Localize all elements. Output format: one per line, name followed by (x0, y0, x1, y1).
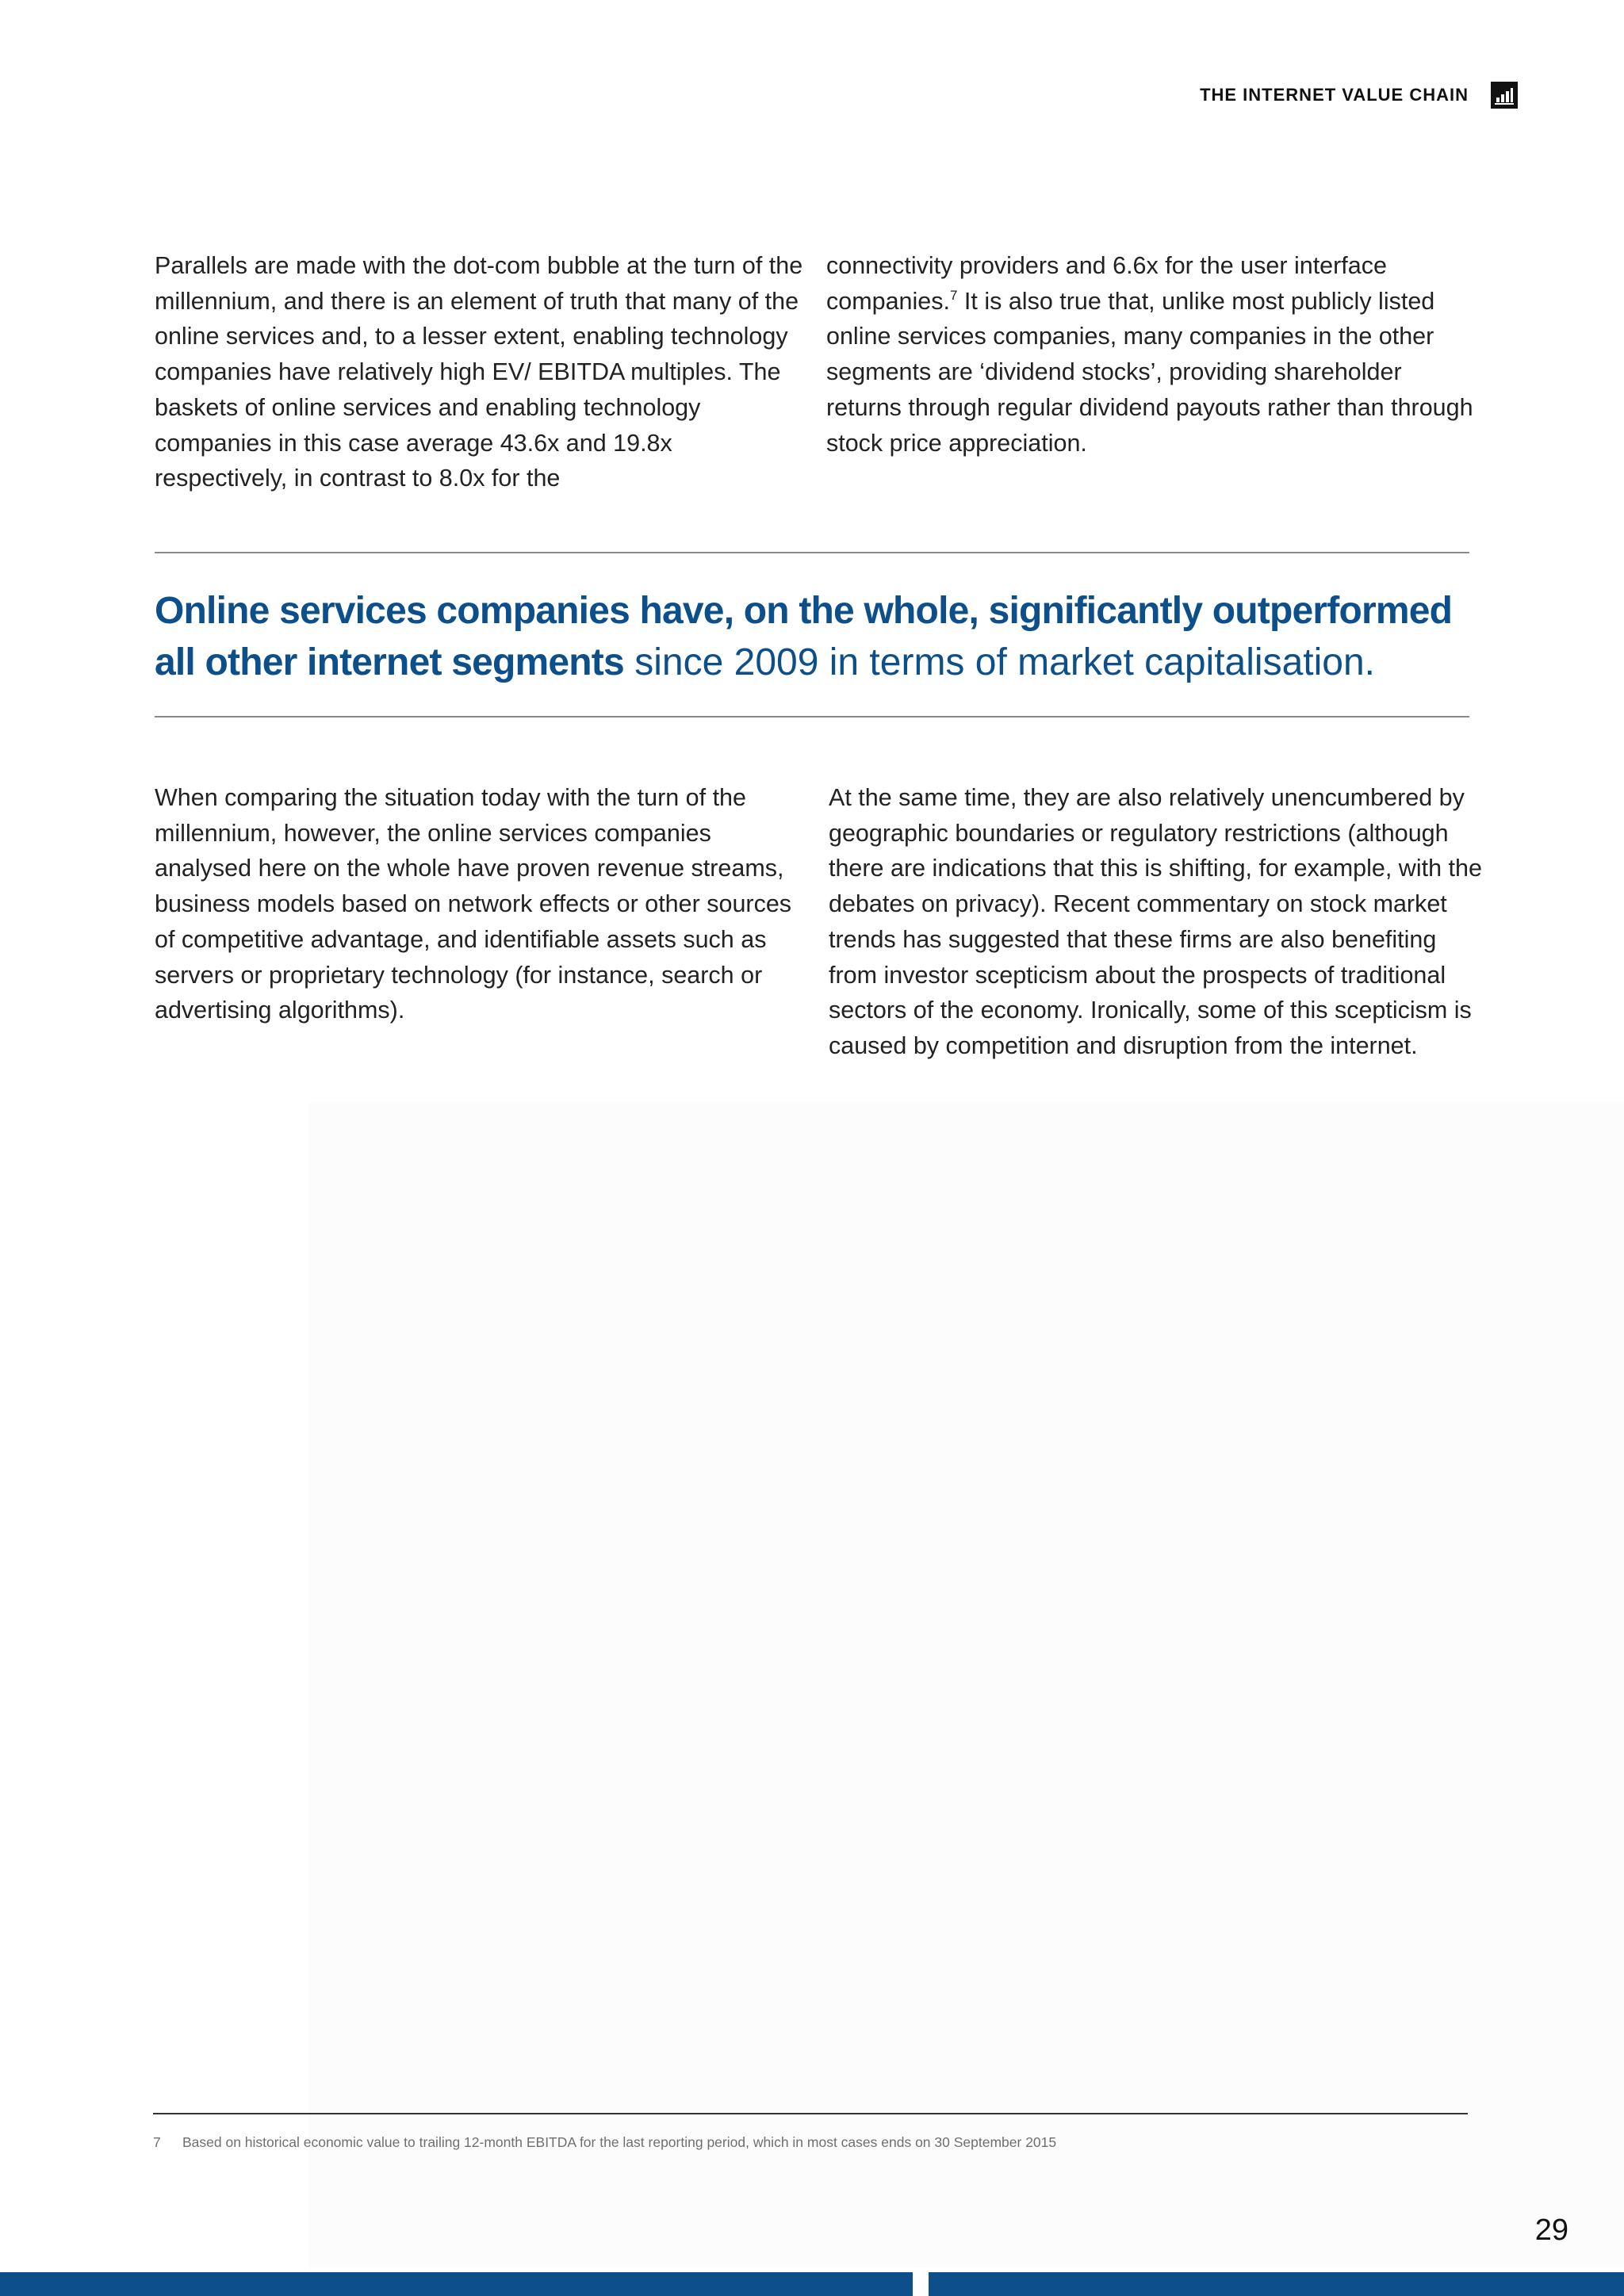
intro-right-text-start: connectivity providers and 6.6x for the user interface companies. (826, 252, 1387, 315)
intro-right-paragraph (826, 248, 1477, 461)
footnote (153, 2134, 1056, 2151)
pull-quote-bottom-rule (155, 716, 1469, 718)
building-logo-icon (1491, 82, 1518, 109)
footnote-reference: 7 (949, 287, 958, 303)
body-left-paragraph: When comparing the situation today with the turn of the millennium, however, the online services companies analysed here on the whole have proven revenue streams, business models based on network effects or other sources of competitive advantage, and identifiable assets such as servers or proprietary technology (for instance, search or advertising algorithms). (155, 784, 792, 1024)
page-background-tint (309, 1102, 1624, 2267)
running-header (1200, 82, 1518, 109)
pull-quote-light-text: since 2009 in terms of market capitalisation. (623, 641, 1375, 683)
intro-right-text-end: It is also true that, unlike most publicly listed online services companies, many companies in the other segments are ‘dividend stocks’, providing shareholder returns through regular dividend payouts rather than through stock price appreciation. (826, 287, 1473, 457)
body-right-paragraph: At the same time, they are also relatively unencumbered by geographic boundaries or regulatory restrictions (although there are indications that this is shifting, for example, with the debates on privacy). Recent commentary on stock market trends has suggested that these firms are also benefiting from investor scepticism about the prospects of traditional sectors of the economy. Ironically, some of this scepticism is caused by competition and disruption from the internet. (829, 784, 1482, 1059)
footnote-text: Based on historical economic value to trailing 12-month EBITDA for the last reporting period, which in most cases ends on 30 September 2015 (182, 2134, 1057, 2150)
pull-quote-top-rule (155, 552, 1469, 553)
footnote-number: 7 (153, 2134, 161, 2150)
intro-left-paragraph: Parallels are made with the dot-com bubble at the turn of the millennium, and there is an element of truth that many of the online services and, to a lesser extent, enabling technology companies have relatively high EV/ EBITDA multiples. The baskets of online services and enabling technology companies in this case average 43.6x and 19.8x respectively, in contrast to 8.0x for the (155, 252, 803, 492)
pull-quote (155, 585, 1487, 688)
pull-quote-bold-text: Online services companies have, on the whole, significantly outperformed all other internet segments (155, 590, 1453, 683)
footnote-rule (153, 2113, 1468, 2114)
page-number: 29 (1534, 2214, 1568, 2247)
running-header-title: THE INTERNET VALUE CHAIN (1200, 85, 1469, 105)
footer-bar-right (929, 2272, 1624, 2296)
footer-bar-left (0, 2272, 913, 2296)
